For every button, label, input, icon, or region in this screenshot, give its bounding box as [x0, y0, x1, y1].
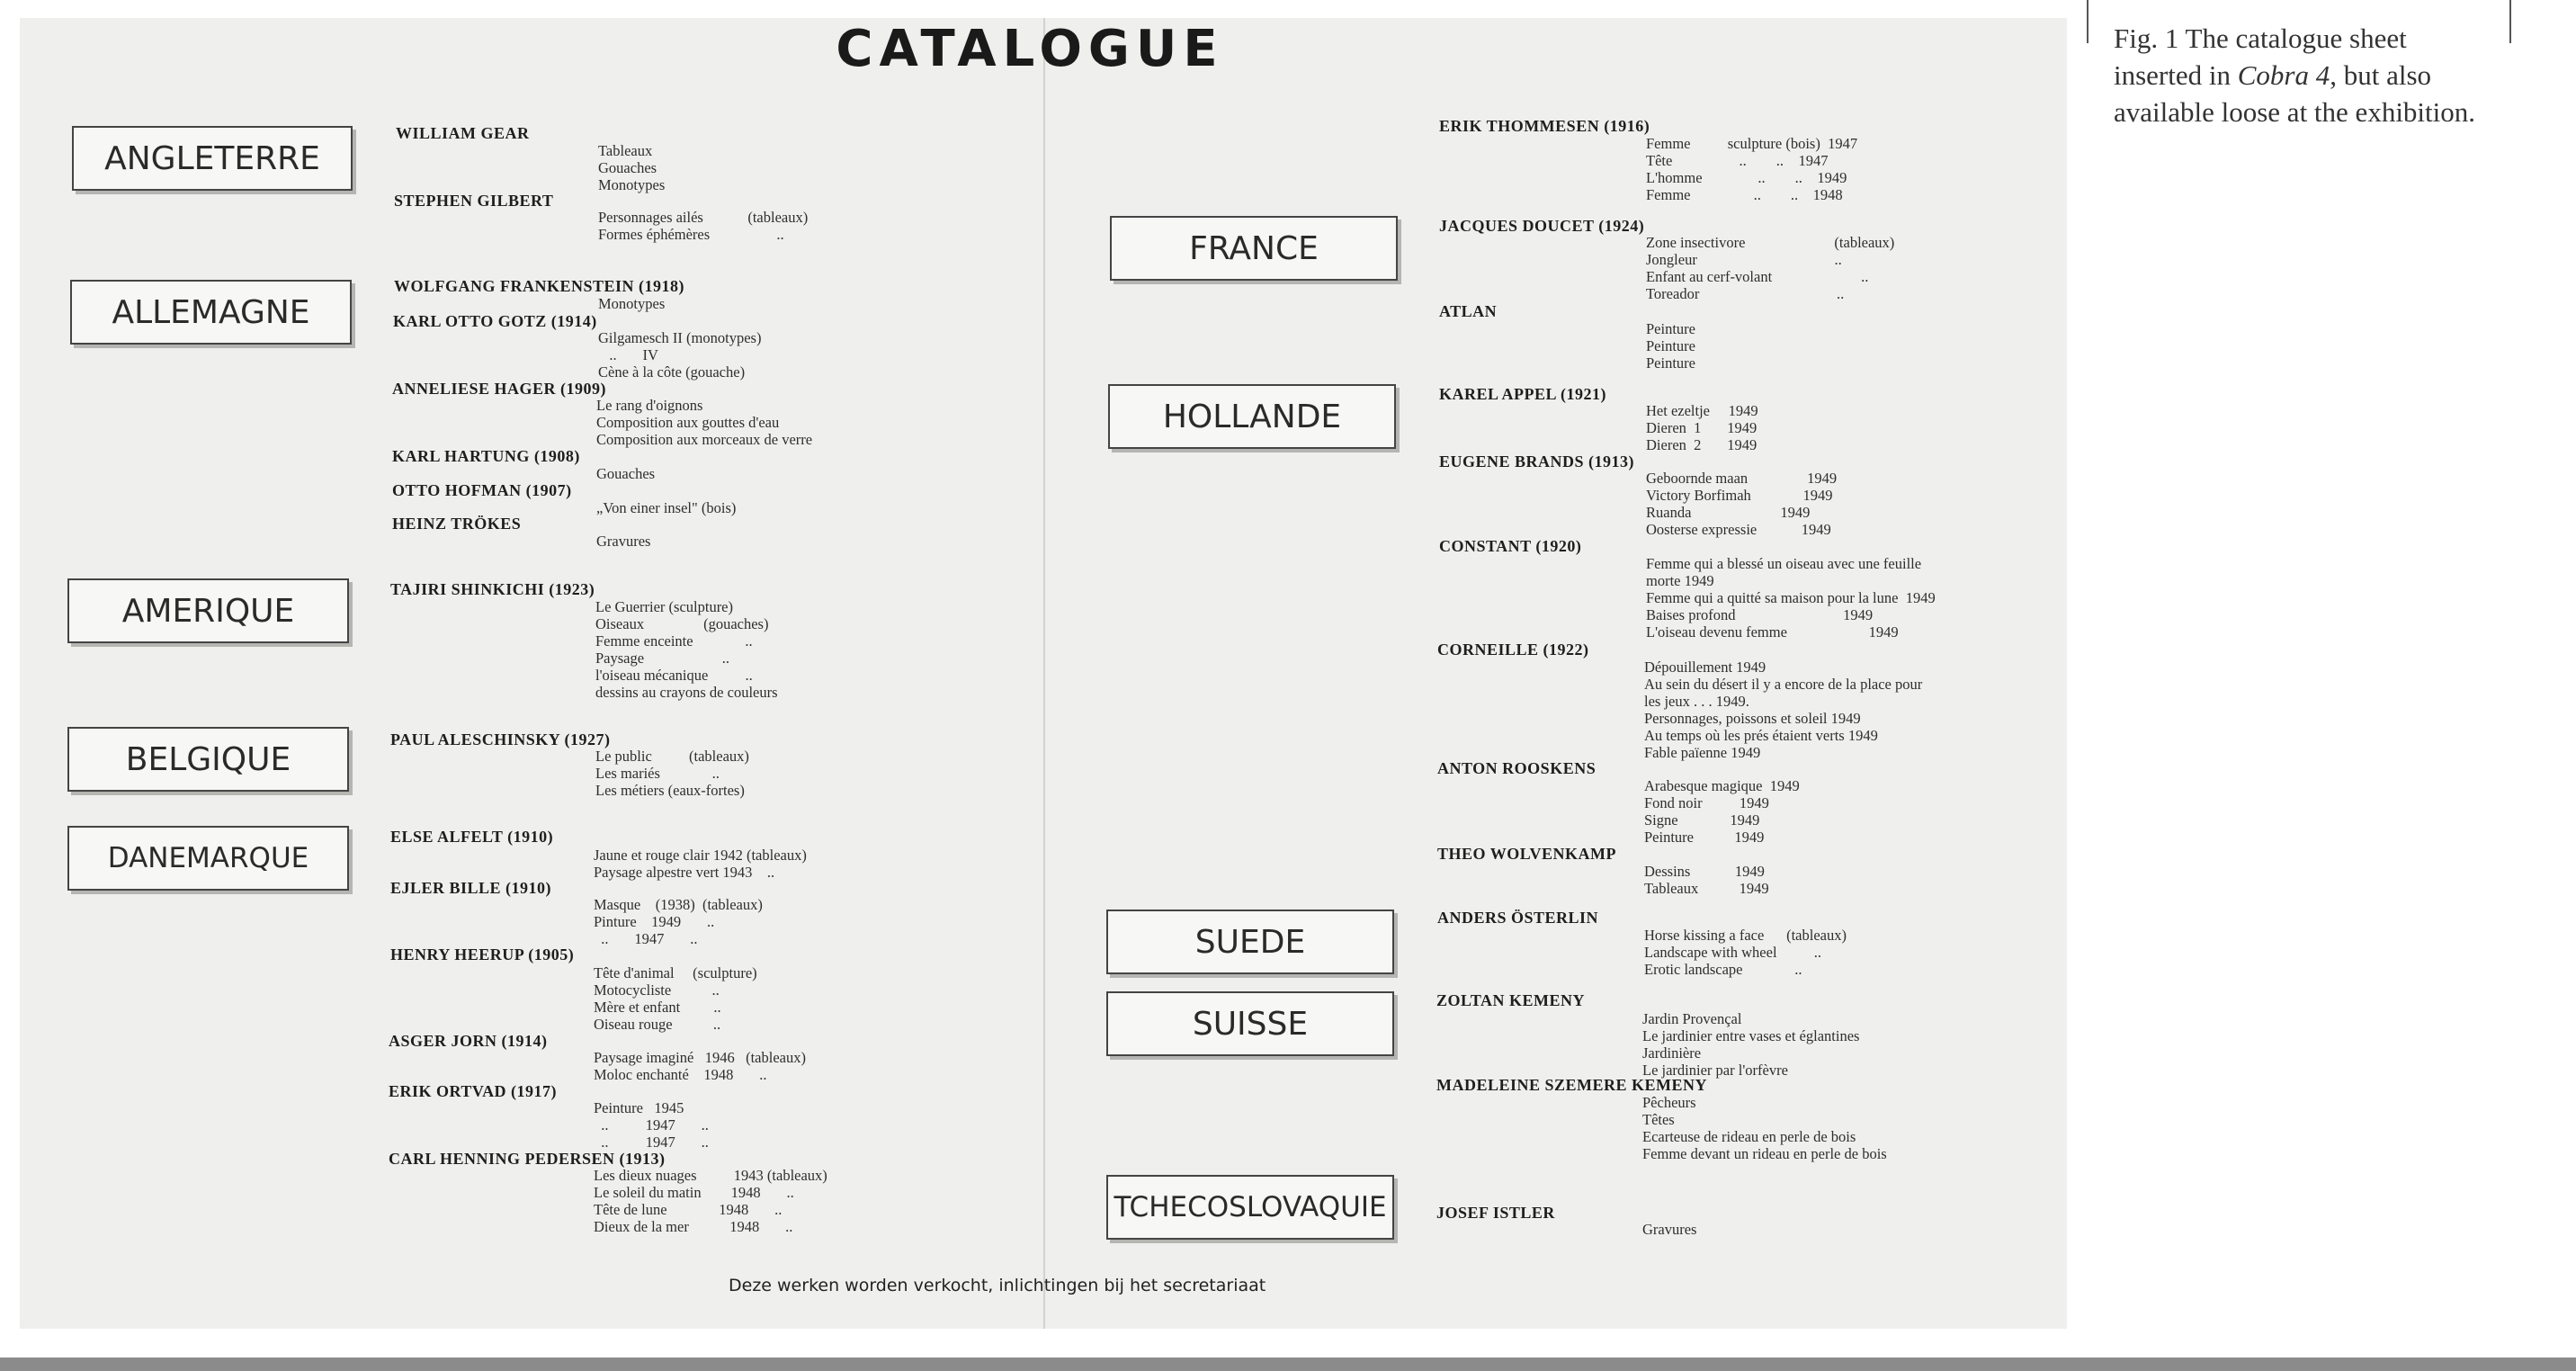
artist-works: Gouaches	[596, 465, 656, 482]
artist-name: CORNEILLE (1922)	[1437, 641, 1589, 659]
country-france: FRANCE	[1110, 216, 1398, 281]
figure-caption	[2114, 20, 2491, 130]
artist-name: KARL OTTO GOTZ (1914)	[393, 312, 597, 330]
artist-works: Peinture 1945 .. 1947 .. .. 1947 ..	[594, 1099, 709, 1151]
artist-name: OTTO HOFMAN (1907)	[392, 481, 572, 499]
page-fold	[1043, 18, 1045, 1329]
artist-works: Arabesque magique 1949 Fond noir 1949 Signe 1949 Peinture 1949	[1644, 777, 1800, 846]
artist-works: Dessins 1949 Tableaux 1949	[1644, 863, 1769, 897]
artist-works: Le public (tableaux) Les mariés .. Les métiers (eaux-fortes)	[595, 748, 749, 799]
artist-name: ANDERS ÖSTERLIN	[1437, 909, 1599, 927]
artist-works: Masque (1938) (tableaux) Pinture 1949 .. .. 1947 ..	[594, 896, 763, 947]
margin-rule	[2087, 0, 2089, 43]
artist-works: Het ezeltje 1949 Dieren 1 1949 Dieren 2 1949	[1646, 402, 1758, 453]
bottom-strip	[0, 1358, 2576, 1371]
artist-name: ATLAN	[1439, 302, 1498, 320]
artist-works: Le Guerrier (sculpture) Oiseaux (gouaches) Femme enceinte .. Paysage .. l'oiseau mécanique .. dessins au crayons de couleurs	[595, 598, 778, 701]
artist-works: Gilgamesch II (monotypes) .. IV Cène à la côte (gouache)	[598, 329, 762, 381]
artist-name: KAREL APPEL (1921)	[1439, 385, 1607, 403]
artist-works: Peinture Peinture Peinture	[1646, 320, 1695, 372]
artist-name: CONSTANT (1920)	[1439, 537, 1582, 555]
artist-works: Monotypes	[598, 295, 666, 312]
catalogue-title: CATALOGUE	[836, 20, 1224, 78]
artist-name: PAUL ALESCHINSKY (1927)	[390, 730, 611, 748]
artist-name: THEO WOLVENKAMP	[1437, 845, 1617, 863]
artist-name: KARL HARTUNG (1908)	[392, 447, 580, 465]
artist-works: Gravures	[1642, 1221, 1697, 1238]
country-suede: SUEDE	[1106, 910, 1394, 974]
country-tchecoslovaquie: TCHECOSLOVAQUIE	[1106, 1175, 1394, 1240]
country-suisse: SUISSE	[1106, 991, 1394, 1056]
artist-works: „Von einer insel" (bois)	[596, 499, 737, 516]
artist-works: Les dieux nuages 1943 (tableaux) Le soleil du matin 1948 .. Tête de lune 1948 .. Dieux de la mer 1948 ..	[594, 1167, 827, 1235]
artist-name: HENRY HEERUP (1905)	[390, 945, 575, 963]
artist-name: ERIK THOMMESEN (1916)	[1439, 117, 1650, 135]
artist-name: ANNELIESE HAGER (1909)	[392, 380, 607, 398]
artist-works: Femme qui a blessé un oiseau avec une feuille morte 1949 Femme qui a quitté sa maison pour la lune 1949 Baises profond 1949 L'oiseau devenu femme 1949	[1646, 555, 1936, 641]
artist-name: JOSEF ISTLER	[1436, 1204, 1555, 1222]
artist-works: Jardin Provençal Le jardinier entre vases et églantines Jardinière Le jardinier par l'orfèvre	[1642, 1010, 1860, 1079]
artist-name: HEINZ TRÖKES	[392, 515, 522, 533]
artist-name: STEPHEN GILBERT	[394, 192, 554, 210]
country-angleterre: ANGLETERRE	[72, 126, 353, 191]
country-danemarque: DANEMARQUE	[67, 826, 349, 891]
artist-works: Paysage imaginé 1946 (tableaux) Moloc enchanté 1948 ..	[594, 1049, 806, 1083]
artist-name: TAJIRI SHINKICHI (1923)	[390, 580, 595, 598]
artist-works: Personnages ailés (tableaux) Formes éphémères ..	[598, 209, 809, 243]
caption-text: Fig. 1 The catalogue sheet inserted in	[2114, 22, 2407, 91]
artist-name: ASGER JORN (1914)	[389, 1032, 548, 1050]
artist-name: CARL HENNING PEDERSEN (1913)	[389, 1150, 666, 1168]
artist-works: Horse kissing a face (tableaux) Landscape with wheel .. Erotic landscape ..	[1644, 927, 1847, 978]
artist-works: Geboornde maan 1949 Victory Borfimah 1949 Ruanda 1949 Oosterse expressie 1949	[1646, 470, 1838, 538]
artist-name: WILLIAM GEAR	[396, 124, 530, 142]
country-allemagne: ALLEMAGNE	[70, 280, 352, 345]
artist-works: Jaune et rouge clair 1942 (tableaux) Paysage alpestre vert 1943 ..	[594, 847, 807, 881]
artist-name: ERIK ORTVAD (1917)	[389, 1082, 558, 1100]
artist-works: Femme sculpture (bois) 1947 Tête .. .. 1947 L'homme .. .. 1949 Femme .. .. 1948	[1646, 135, 1858, 203]
artist-works: Dépouillement 1949 Au sein du désert il y a encore de la place pour les jeux . . . 1949. Personnages, poissons et soleil 1949 Au temps où les prés étaient verts 1949 Fable païenne 1949	[1644, 659, 1923, 761]
country-hollande: HOLLANDE	[1108, 384, 1396, 449]
artist-name: ANTON ROOSKENS	[1437, 759, 1597, 777]
artist-works: Zone insectivore (tableaux) Jongleur .. Enfant au cerf-volant .. Toreador ..	[1646, 234, 1895, 302]
artist-name: EJLER BILLE (1910)	[390, 879, 552, 897]
country-belgique: BELGIQUE	[67, 727, 349, 792]
artist-name: ZOLTAN KEMENY	[1436, 991, 1586, 1009]
country-amerique: AMERIQUE	[67, 578, 349, 643]
caption-italic: Cobra 4	[2237, 59, 2330, 91]
artist-name: MADELEINE SZEMERE KEMENY	[1436, 1076, 1708, 1094]
artist-name: EUGENE BRANDS (1913)	[1439, 453, 1635, 470]
catalogue-footer: Deze werken worden verkocht, inlichtingen bij het secretariaat	[729, 1276, 1266, 1295]
artist-works: Tableaux Gouaches Monotypes	[598, 142, 666, 193]
artist-works: Tête d'animal (sculpture) Motocycliste .. Mère et enfant .. Oiseau rouge ..	[594, 964, 757, 1033]
margin-rule	[2509, 0, 2511, 43]
artist-name: ELSE ALFELT (1910)	[390, 828, 554, 846]
artist-name: WOLFGANG FRANKENSTEIN (1918)	[394, 277, 685, 295]
artist-works: Pêcheurs Têtes Ecarteuse de rideau en perle de bois Femme devant un rideau en perle de bois	[1642, 1094, 1887, 1162]
artist-name: JACQUES DOUCET (1924)	[1439, 217, 1645, 235]
artist-works: Gravures	[596, 533, 651, 550]
caption-text-end: , but also available loose at the exhibition.	[2114, 59, 2476, 128]
artist-works: Le rang d'oignons Composition aux gouttes d'eau Composition aux morceaux de verre	[596, 397, 813, 448]
